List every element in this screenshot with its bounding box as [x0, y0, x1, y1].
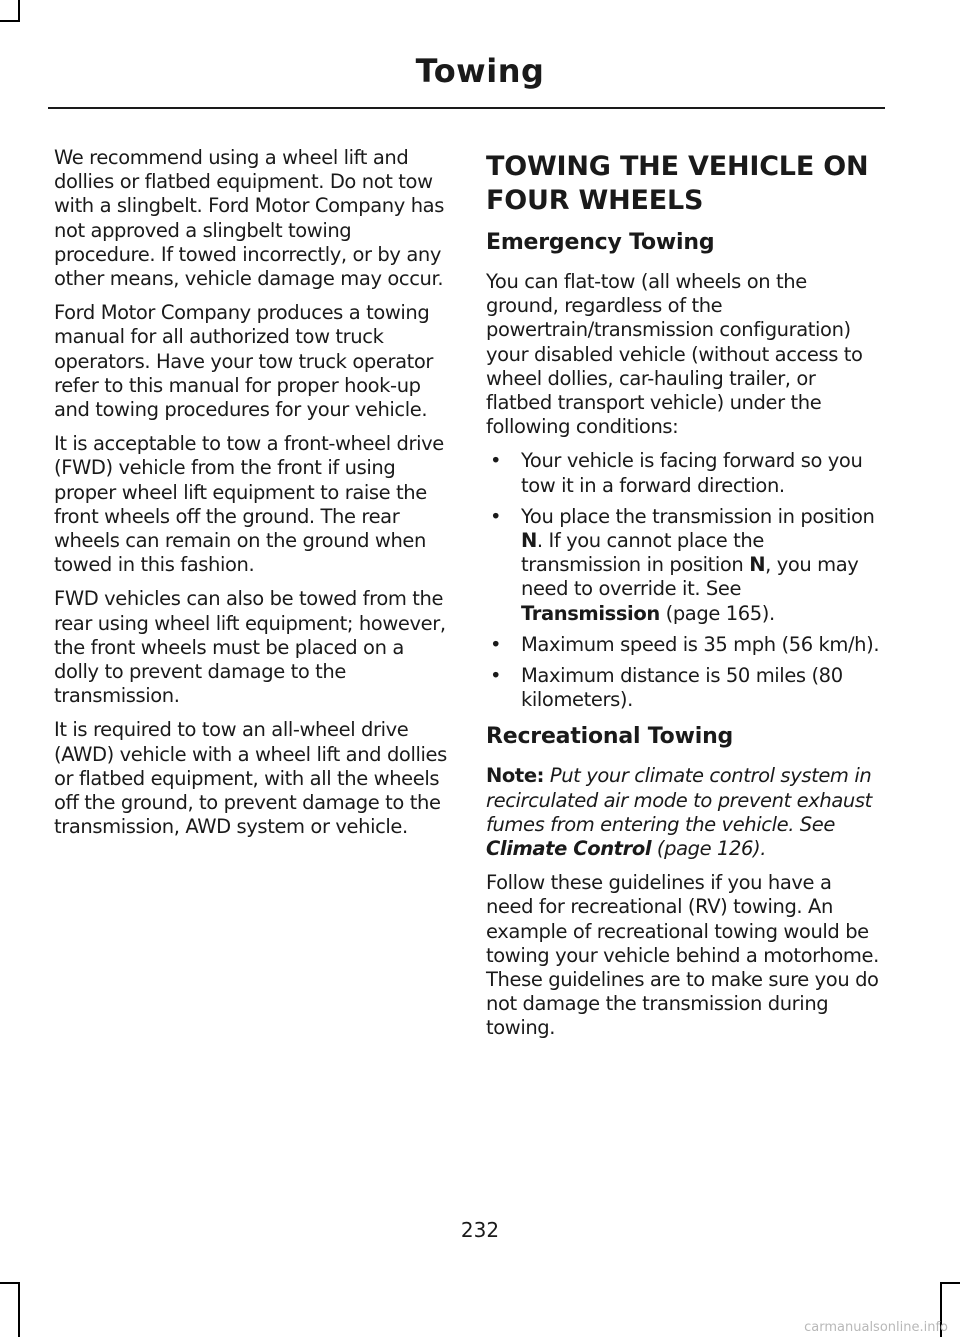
list-item-text: You place the transmission in position [521, 504, 875, 528]
list-item [486, 633, 881, 657]
list-item [486, 505, 881, 626]
page-ref: (page 126). [651, 837, 767, 861]
list-item [486, 449, 881, 497]
note-label: Note: [486, 764, 545, 788]
list-item-text: Maximum speed is 35 mph (56 km/h). [521, 632, 880, 656]
list-item [486, 664, 881, 712]
bullet-glyph: • [490, 664, 502, 688]
gear-position-n: N [749, 553, 766, 577]
heading-emergency-towing: Emergency Towing [486, 230, 715, 255]
gear-position-n: N [521, 529, 537, 553]
bullet-glyph: • [490, 504, 502, 528]
note-climate-control [486, 764, 881, 861]
paragraph-emergency-intro: You can flat-tow (all wheels on the ground, regardless of the powertrain/transmission configuration) your disabled vehicle (without access to wheel dollies, car-hauling trailer, or flatbed transport vehicle) under the following conditions: [486, 270, 863, 439]
watermark: carmanualsonline.info [804, 1320, 948, 1335]
paragraph-rv-towing: Follow these guidelines if you have a need for recreational (RV) towing. An example of recreational towing would be towing your vehicle behind a motorhome. These guidelines are to make sure you do not damage the transmission during towing. [486, 871, 879, 1040]
note-text: Put your climate control system in recirculated air mode to prevent exhaust fumes from entering the vehicle. See [486, 764, 872, 836]
crop-mark-bottom-left-v [18, 1282, 20, 1337]
left-column [54, 146, 449, 849]
bullet-glyph: • [490, 632, 502, 656]
page-ref: (page 165). [659, 601, 775, 625]
list-item-text: , you may need to override it. See [521, 553, 859, 601]
paragraph-wheel-lift: We recommend using a wheel lift and dollies or flatbed equipment. Do not tow with a slingbelt. Ford Motor Company has not approved a slingbelt towing procedure. If towed incorrectly, or by any other means, vehicle damage may occur. [54, 146, 444, 291]
crop-mark-top-left-h [0, 20, 20, 22]
crop-mark-bottom-right-h [940, 1282, 960, 1284]
paragraph-fwd-front: It is acceptable to tow a front-wheel drive (FWD) vehicle from the front if using proper wheel lift equipment to raise the front wheels off the ground. The rear wheels can remain on the ground when towed in this fashion. [54, 432, 444, 577]
page-title: Towing [415, 52, 545, 90]
heading-four-wheels: TOWING THE VEHICLE ON FOUR WHEELS [486, 151, 869, 216]
paragraph-awd: It is required to tow an all-wheel drive (AWD) vehicle with a wheel lift and dollies or flatbed equipment, with all the wheels off the ground, to prevent damage to the transmission, AWD system or vehicle. [54, 718, 447, 839]
right-column [486, 146, 881, 1051]
bullet-glyph: • [490, 449, 502, 473]
crop-mark-top-left-v [18, 0, 20, 22]
conditions-list [486, 449, 881, 712]
paragraph-towing-manual: Ford Motor Company produces a towing manual for all authorized tow truck operators. Have your tow truck operator refer to this manual for proper hook-up and towing procedures for your vehicle. [54, 301, 434, 422]
crop-mark-bottom-left-h [0, 1282, 20, 1284]
xref-transmission-link[interactable]: Transmission [521, 601, 660, 625]
xref-climate-control-link[interactable]: Climate Control [486, 837, 652, 861]
list-item-text: Maximum distance is 50 miles (80 kilometers). [521, 664, 843, 712]
list-item-text: . If you cannot place the transmission in position [521, 529, 764, 577]
list-item-text: Your vehicle is facing forward so you tow it in a forward direction. [521, 449, 863, 497]
heading-recreational-towing: Recreational Towing [486, 724, 734, 750]
header-divider [48, 107, 885, 109]
paragraph-fwd-rear: FWD vehicles can also be towed from the rear using wheel lift equipment; however, the front wheels must be placed on a dolly to prevent damage to the transmission. [54, 587, 446, 708]
page-number: 232 [460, 1218, 500, 1242]
